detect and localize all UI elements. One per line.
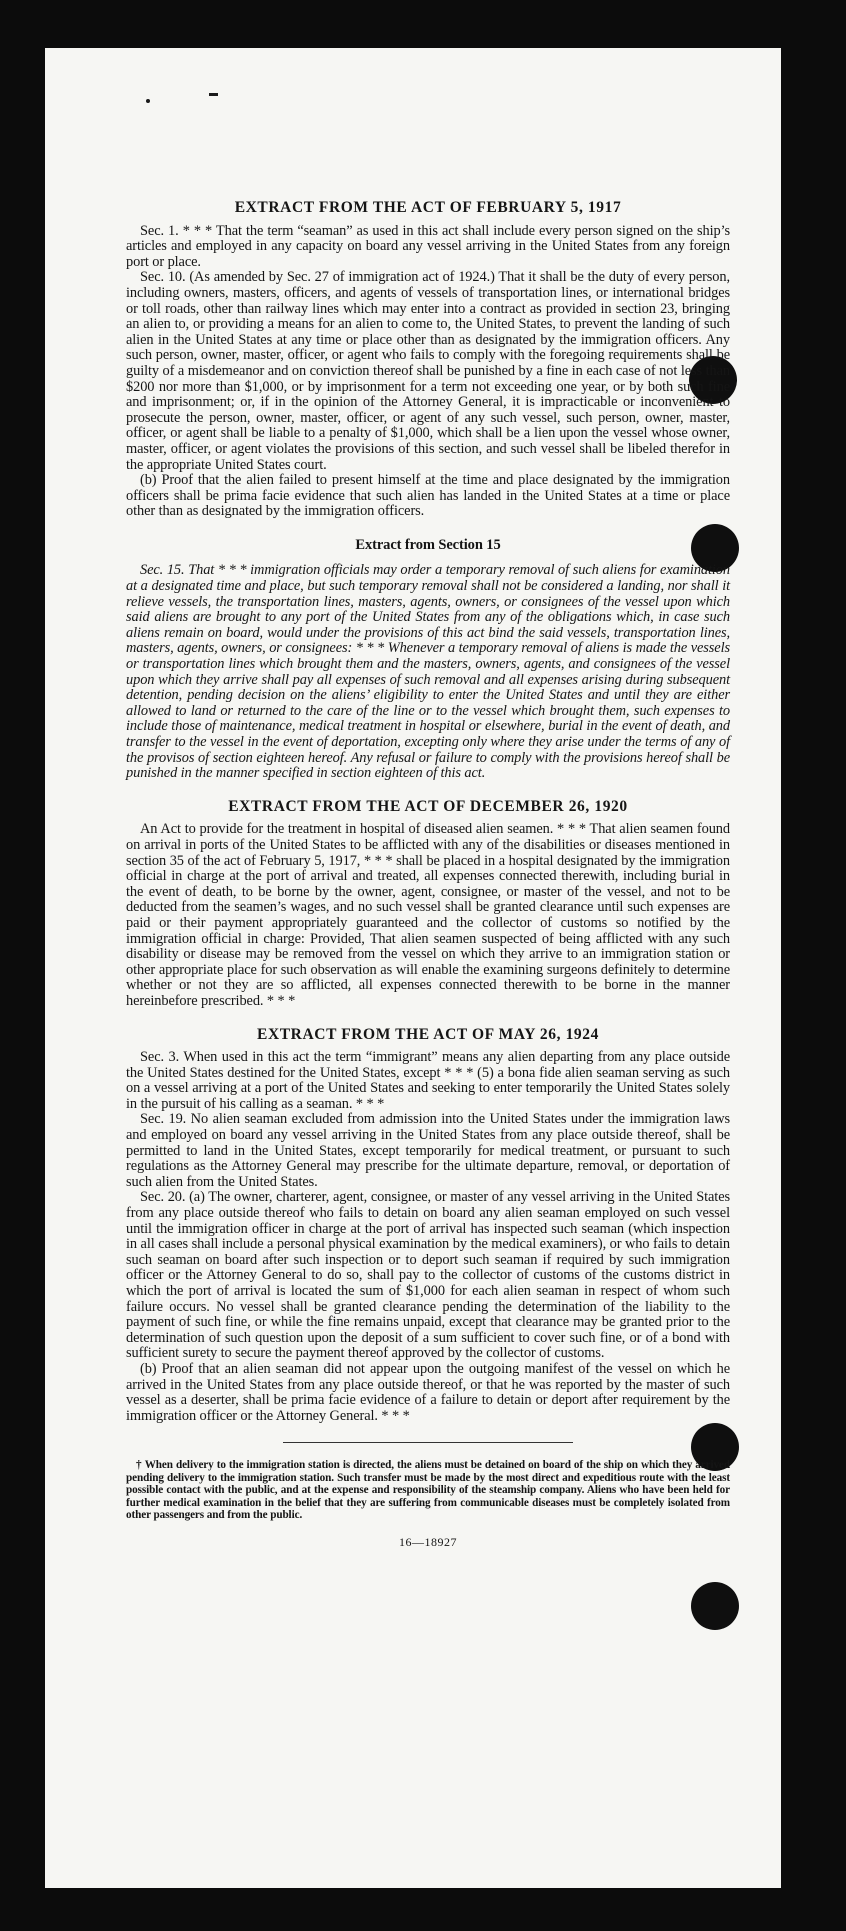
section-act-dec-1920 [126, 799, 730, 1010]
section-heading: EXTRACT FROM THE ACT OF MAY 26, 1924 [257, 1025, 599, 1043]
paragraph: Sec. 15. That * * * immigration officials may order a temporary removal of such aliens for examination at a designated time and place, but such temporary removal shall not be considered a landing, nor shall it relieve vessels, the transportation lines, masters, agents, owners, or consignees of the vessel upon which said aliens are brought to any port of the United States from any of the obligations which, in case such aliens remain on board, would under the provisions of this act bind the said vessels, transportation lines, masters, agents, owners, or consignees: * * * Whenever a temporary removal of aliens is made the vessels or transportation lines which brought them and the masters, owners, agents, and consignees of the vessel upon which they arrive shall pay all expenses of such removal and all expenses arising during subsequent detention, pending decision on the aliens’ eligibility to enter the United States and until they are either allowed to land or returned to the care of the line or to the vessel which brought them, such expenses to include those of maintenance, medical treatment in hospital or elsewhere, burial in the event of death, and transfer to the vessel in the event of deportation, excepting only where they arise under the terms of any of the provisos of section eighteen hereof. Any refusal or failure to comply with the provisions hereof shall be punished in the manner specified in section eighteen of this act. [126, 562, 730, 782]
paragraph: (b) Proof that an alien seaman did not appear upon the outgoing manifest of the vessel on which he arrived in the United States from any place outside thereof, or that he was reported by the master of such vessel as a deserter, shall be prima facie evidence of a failure to detain or deport after requirement by the immigration officer or the Attorney General. * * * [126, 1360, 730, 1424]
paragraph: Sec. 3. When used in this act the term “immigrant” means any alien departing from any place outside the United States destined for the United States, except * * * (5) a bona fide alien seaman serving as such on a vessel arriving at a port of the United States and seeking to enter temporarily the United States solely in the pursuit of his calling as a seaman. * * * [126, 1049, 730, 1112]
footnote-divider [283, 1442, 573, 1443]
paragraph: Sec. 20. (a) The owner, charterer, agent, consignee, or master of any vessel arriving in the United States from any place outside thereof who fails to detain on board any alien seaman employed on such vessel until the immigration officer in charge at the port of arrival has inspected such seaman (which inspection in all cases shall include a personal physical examination by the medical examiners), or who fails to detain such seaman on board after such inspection or to deport such seaman if required by such immigration officer or the Attorney General to do so, shall pay to the collector of customs of the customs district in which the port of arrival is located the sum of $1,000 for each alien seaman in respect of whom such failure occurs. No vessel shall be granted clearance pending the determination of the liability to the payment of such fine, or while the fine remains unpaid, except that clearance may be granted prior to the determination of such question upon the deposit of a sum sufficient to cover such fine, or of a bond with sufficient surety to secure the payment thereof approved by the collector of customs. [126, 1189, 730, 1362]
section-subheading: Extract from Section 15 [355, 536, 501, 553]
section-act-feb-1917 [126, 200, 730, 520]
scan-speck [146, 99, 150, 103]
scan-speck [209, 93, 218, 96]
document-text [126, 200, 730, 1551]
punch-hole [691, 1582, 739, 1630]
section-act-may-1924 [126, 1027, 730, 1425]
paragraph: An Act to provide for the treatment in hospital of diseased alien seamen. * * * That alien seamen found on arrival in ports of the United States to be afflicted with any of the disabilities or diseases mentioned in section 35 of the act of February 5, 1917, * * * shall be placed in a hospital designated by the immigration official in charge at the port of arrival and treated, all expenses connected therewith, including burial in the event of death, to be borne by the owner, agent, consignee, or master of the vessel, and not to be deducted from the seamen’s wages, and no such vessel shall be granted clearance until such expenses are paid or their payment appropriately guaranteed and the collector of customs so notified by the immigration official in charge: Provided, That alien seamen suspected of being afflicted with any such disability or disease may be removed from the vessel on which they arrive to an immigration station or other appropriate place for such observation as will enable the examining surgeons definitely to determine whether or not they are so afflicted, all expenses connected therewith to be borne in the manner hereinbefore prescribed. * * * [126, 821, 730, 1009]
section-extract-15 [126, 538, 730, 782]
footnote-text: † When delivery to the immigration station is directed, the aliens must be detained on board of the ship on which they arrived pending delivery to the immigration station. Such transfer must be made by the most direct and expeditious route with the least possible contact with the public, and at the expense and responsibility of the steamship company. Aliens who have been held for further medical examination in the belief that they are suffering from communicable diseases must be completely isolated from other passengers and from the public. [126, 1459, 730, 1521]
paragraph: (b) Proof that the alien failed to present himself at the time and place designated by the immigration officers shall be prima facie evidence that such alien has landed in the United States at a time or place other than as designated by the immigration officers. [126, 472, 730, 520]
form-number: 16—18927 [399, 1535, 457, 1550]
paragraph: Sec. 1. * * * That the term “seaman” as used in this act shall include every person signed on the ship’s articles and employed in any capacity on board any vessel arriving in the United States from any foreign port or place. [126, 222, 730, 270]
section-heading: EXTRACT FROM THE ACT OF DECEMBER 26, 1920 [228, 797, 628, 815]
section-heading: EXTRACT FROM THE ACT OF FEBRUARY 5, 1917 [234, 199, 622, 216]
footnote [126, 1459, 730, 1521]
paragraph: Sec. 19. No alien seaman excluded from admission into the United States under the immigration laws and employed on board any vessel arriving in the United States from any place outside thereof, shall be permitted to land in the United States, except temporarily for medical treatment, or pursuant to such regulations as the Attorney General may prescribe for the ultimate departure, removal, or deportation of such alien from the United States. [126, 1111, 730, 1190]
paragraph: Sec. 10. (As amended by Sec. 27 of immigration act of 1924.) That it shall be the duty of every person, including owners, masters, officers, and agents of vessels of transportation lines, or international bridges or toll roads, other than railway lines which may enter into a contract as provided in section 23, bringing an alien to, or providing a means for an alien to come to, the United States, to prevent the landing of such alien in the United States at any time or place other than as designated by the immigration officers. Any such person, owner, master, officer, or agent who fails to comply with the foregoing requirements shall be guilty of a misdemeanor and on conviction thereof shall be punished by a fine in each case of not less than $200 nor more than $1,000, or by imprisonment for a term not exceeding one year, or by both such fine and imprisonment; or, if in the opinion of the Attorney General, it is impracticable or inconvenient to prosecute the person, owner, master, officer, or agent of any such vessel, such person, owner, master, officer, or agent shall be liable to a penalty of $1,000, which shall be a lien upon the vessel whose owner, master, officer, or agent violates the provisions of this section, and such vessel shall be libeled therefor in the appropriate United States court. [126, 269, 730, 473]
